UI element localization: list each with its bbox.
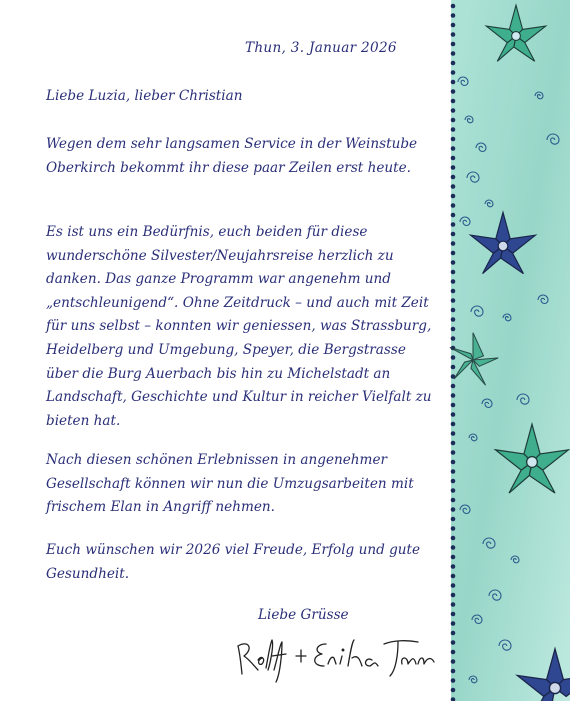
letter-paragraph: Nach diesen schönen Erlebnissen in angenehmer Gesellschaft können wir nun die Umzugsarbeiten mit frischem Elan in Angriff nehmen. bbox=[46, 452, 414, 516]
letter-closing: Liebe Grüsse bbox=[258, 607, 349, 623]
letter-paragraph: Euch wünschen wir 2026 viel Freude, Erfolg und gute Gesundheit. bbox=[46, 542, 421, 582]
floral-border bbox=[443, 0, 570, 701]
letter-date: Thun, 3. Januar 2026 bbox=[245, 40, 397, 56]
letter-salutation: Liebe Luzia, lieber Christian bbox=[46, 88, 243, 104]
letter-paragraph: Es ist uns ein Bedürfnis, euch beiden für diese wunderschöne Silvester/Neujahrsreise herzlich zu danken. Das ganze Programm war angenehm und „entschleunigend“. Ohne Zeitdruck – und auch mit Zeit für uns selbst – konnten wir geniessen, was Strassburg, Heidelberg und Umgebung, Speyer, die Bergstrasse über die Burg Auerbach bis hin zu Michelstadt an Landschaft, Geschichte und Kultur in reicher Vielfalt zu bieten hat. bbox=[46, 224, 432, 429]
handwritten-signature bbox=[232, 634, 442, 684]
letter-paragraph: Wegen dem sehr langsamen Service in der Weinstube Oberkirch bekommt ihr diese paar Zeilen erst heute. bbox=[46, 136, 418, 176]
